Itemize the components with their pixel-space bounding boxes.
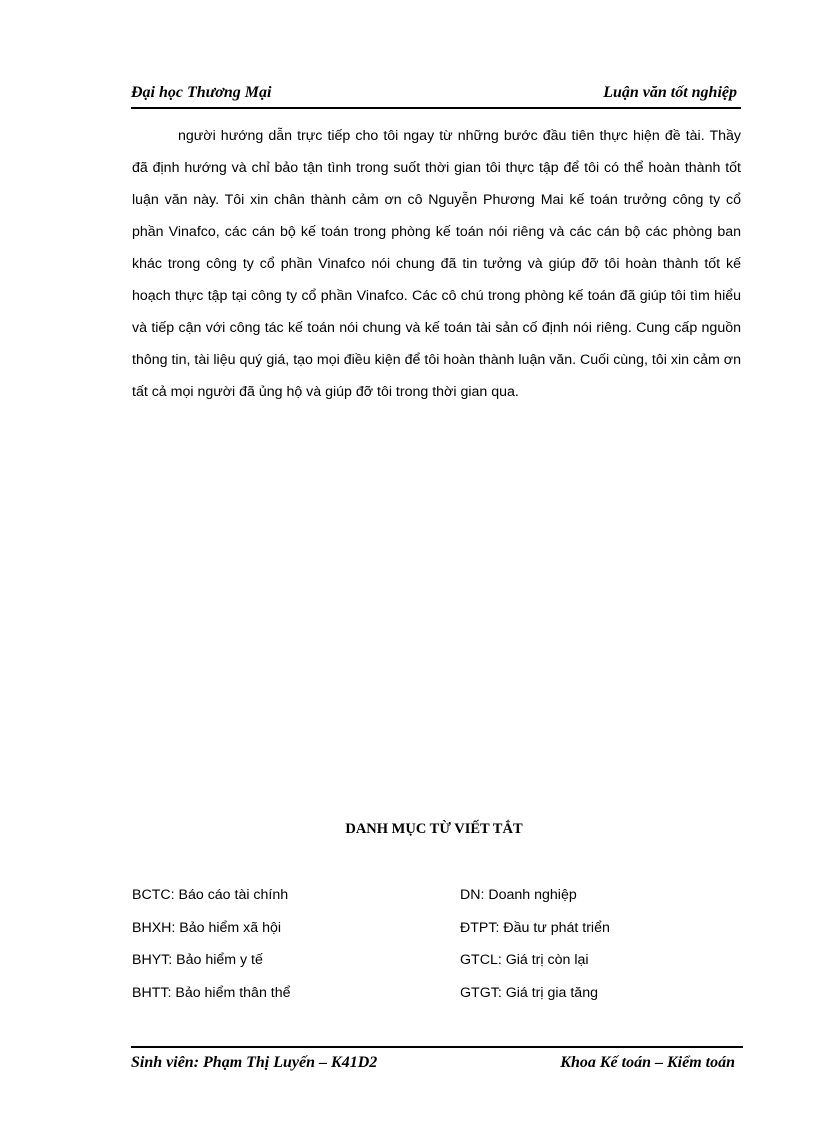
abbreviation-row (132, 982, 741, 1015)
abbreviations-title: DANH MỤC TỪ VIẾT TẮT (345, 821, 523, 837)
abbreviation-entry: BHYT: Bảo hiểm y tế (132, 952, 263, 968)
abbreviation-entry: GTGT: Giá trị gia tăng (460, 984, 598, 1001)
acknowledgement-body (132, 120, 741, 408)
abbreviation-entry: BCTC: Báo cáo tài chính (132, 887, 289, 903)
header-document-type: Luận văn tốt nghiệp (603, 84, 737, 101)
page-footer (131, 1046, 743, 1074)
footer-faculty: Khoa Kế toán – Kiểm toán (560, 1054, 735, 1071)
acknowledgement-paragraph: người hướng dẫn trực tiếp cho tôi ngay từ những bước đầu tiên thực hiện đề tài. Thầy đã định hướng và chỉ bảo tận tình trong suốt thời gian tôi thực tập để tôi có thể hoàn thành tốt luận văn này. Tôi xin chân thành cảm ơn cô Nguyễn Phương Mai kế toán trưởng công ty cổ phần Vinafco, các cán bộ kế toán trong phòng kế toán nói riêng và các cán bộ các phòng ban khác trong công ty cổ phần Vinafco nói chung đã tin tưởng và giúp đỡ tôi hoàn thành tốt kế hoạch thực tập tại công ty cổ phần Vinafco. Các cô chú trong phòng kế toán đã giúp tôi tìm hiểu và tiếp cận với công tác kế toán nói chung và kế toán tài sản cố định nói riêng. Cung cấp nguồn thông tin, tài liệu quý giá, tạo mọi điều kiện để tôi hoàn thành luận văn. Cuối cùng, tôi xin cảm ơn tất cả mọi người đã ủng hộ và giúp đỡ tôi trong thời gian qua. (132, 128, 741, 400)
footer-student: Sinh viên: Phạm Thị Luyến – K41D2 (131, 1054, 378, 1071)
abbreviation-entry: DN: Doanh nghiệp (460, 887, 577, 903)
page-header (131, 83, 741, 109)
abbreviation-entry: BHTT: Bảo hiểm thân thể (132, 984, 291, 1001)
abbreviations-list (132, 884, 741, 1014)
abbreviation-row (132, 884, 741, 917)
abbreviation-row (132, 917, 741, 950)
abbreviation-entry: BHXH: Bảo hiểm xã hội (132, 919, 282, 936)
abbreviation-row (132, 949, 741, 982)
abbreviation-entry: GTCL: Giá trị còn lại (460, 952, 589, 968)
abbreviation-entry: ĐTPT: Đầu tư phát triển (460, 919, 610, 936)
header-university: Đại học Thương Mại (131, 84, 272, 101)
